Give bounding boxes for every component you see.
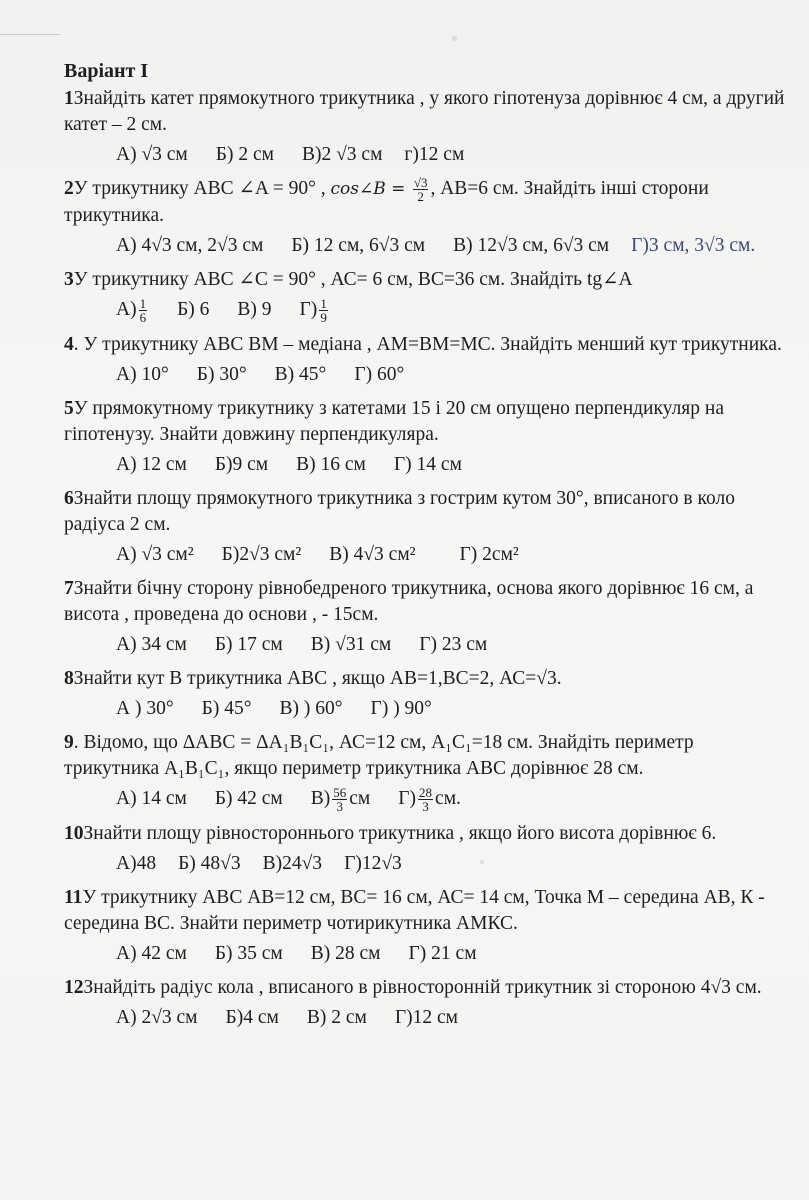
option-a: А) 4√3 см, 2√3 см (116, 235, 264, 257)
question-text: Знайдіть катет прямокутного трикутника , у якого гіпотенуза дорівнює 4 см, а другий катет – 2 см. (64, 88, 785, 135)
option-v: В) 12√3 см, 6√3 см (453, 235, 610, 257)
option-v: В) 9 (237, 299, 272, 321)
fraction-numerator: √3 (413, 175, 428, 191)
option-label: А) (116, 299, 137, 321)
answer-options (116, 542, 789, 568)
fraction (413, 176, 429, 203)
answer-options (116, 142, 789, 168)
option-a: А)48 (116, 853, 157, 875)
option-g: Г) 23 см (419, 634, 488, 656)
option-v: В) 28 см (310, 943, 381, 965)
option-v: В)2 √3 см (301, 144, 383, 165)
question-text: Знайти бічну сторону рівнобедреного трикутника, основа якого дорівнює 16 см, а висота , проведена до основи , - 15см. (64, 578, 754, 626)
question-number: 9 (64, 732, 74, 754)
answer-options (116, 297, 789, 324)
question-text: У прямокутному трикутнику з катетами 15 і 20 см опущено перпендикуляр на гіпотенузу. Знайти довжину перпендикуляра. (64, 398, 724, 446)
question-text-end: , АВ=6 см. Знайдіть інші сторони трикутника. (64, 178, 709, 227)
fraction (139, 297, 148, 324)
option-v: В) 4√3 см² (329, 544, 416, 566)
answer-options (116, 786, 789, 813)
question-number: 4 (64, 334, 74, 356)
fraction-denominator: 3 (422, 799, 429, 815)
scan-artifact-line (0, 34, 60, 35)
option-label: Г) (398, 788, 417, 810)
fraction (332, 786, 347, 813)
option-a: А) 14 см (116, 788, 187, 810)
option-b: Б) 2 см (215, 144, 274, 165)
option-b: Б) 35 см (214, 943, 283, 965)
fraction-denominator: 3 (336, 799, 344, 815)
answer-options (116, 941, 789, 967)
question-number: 2 (64, 178, 74, 199)
option-b: Б) 17 см (214, 634, 283, 656)
question-11 (64, 885, 789, 937)
option-b: Б) 42 см (214, 788, 283, 810)
question-number: 11 (64, 887, 83, 909)
question-text: . Відомо, що ΔABC = ΔA₁B₁C₁, АС=12 см, A₁C₁=18 см. Знайдіть периметр трикутника A₁B₁C₁, якщо периметр трикутника АВС дорівнює 28 см. (64, 732, 694, 780)
question-3 (64, 267, 789, 293)
option-g: Г) ) 90° (370, 698, 432, 720)
option-g: Г) 2см² (459, 544, 519, 566)
answer-options (116, 362, 789, 388)
fraction-numerator: 28 (419, 785, 433, 801)
option-g: Г) 21 см (408, 943, 477, 965)
fraction-denominator: 6 (139, 310, 147, 326)
question-text: . У трикутнику АВС ВМ – медіана , АМ=ВМ=МС. Знайдіть менший кут трикутника. (73, 334, 782, 356)
cos-expression: cos∠B = (330, 179, 411, 199)
option-g: Г) 60° (354, 364, 405, 386)
option-b: Б) 30° (196, 364, 247, 386)
fraction-numerator: 1 (320, 296, 327, 312)
option-b: Б) 45° (201, 698, 252, 720)
question-number: 7 (64, 578, 74, 600)
answer-options (116, 851, 789, 877)
option-b: Б) 6 (177, 299, 210, 321)
question-number: 8 (64, 668, 74, 690)
option-b: Б) 48√3 (178, 853, 241, 875)
option-g: Г)3 см, 3√3 см. (631, 235, 756, 257)
question-text: Знайдіть радіус кола , вписаного в рівносторонній трикутник зі стороною 4√3 см. (83, 977, 762, 999)
worksheet-content (64, 58, 789, 1039)
option-a (116, 297, 149, 324)
question-number: 5 (64, 398, 74, 420)
question-number: 3 (64, 269, 74, 291)
option-b: Б) 12 см, 6√3 см (291, 235, 426, 257)
option-v: В) 16 см (296, 454, 366, 476)
question-text: У трикутнику АВС АВ=12 см, ВС= 16 см, АС= 14 см, Точка М – середина АВ, К - середина ВС. Знайти периметр чотирикутника АМКС. (64, 887, 765, 935)
option-unit: см (349, 788, 371, 810)
option-label: Г) (299, 299, 318, 321)
fraction-numerator: 56 (333, 785, 347, 801)
option-a: А) 12 см (116, 454, 187, 476)
answer-options (116, 696, 789, 722)
question-10 (64, 821, 789, 847)
answer-options (116, 452, 789, 478)
option-a: А ) 30° (116, 698, 174, 720)
option-a: А) 2√3 см (116, 1007, 198, 1029)
option-a: А) 42 см (116, 943, 187, 965)
scan-dust-spot (452, 36, 457, 41)
option-g (398, 786, 461, 813)
option-g: Г) 14 см (393, 454, 462, 476)
fraction (319, 297, 328, 324)
question-text: У трикутнику АВС ∠A = 90° , (73, 178, 331, 199)
option-g (300, 297, 330, 324)
question-5 (64, 396, 789, 448)
option-a: А) √3 см² (116, 544, 194, 566)
option-a: А) 34 см (116, 634, 187, 656)
question-6 (64, 486, 789, 538)
option-unit: см. (435, 788, 461, 810)
answer-options (116, 1005, 789, 1031)
option-v: В) ) 60° (279, 698, 343, 720)
question-1 (64, 86, 789, 138)
option-v: В) 2 см (306, 1007, 367, 1029)
option-a: А) 10° (116, 364, 169, 386)
question-9 (64, 730, 789, 782)
fraction (418, 786, 433, 813)
fraction-numerator: 1 (139, 296, 147, 312)
question-text: Знайти кут В трикутника АВС , якщо АВ=1,ВС=2, АС=√3. (73, 668, 562, 690)
option-a: А) √3 см (116, 144, 188, 165)
question-text: У трикутнику АВС ∠C = 90° , АС= 6 см, ВС=36 см. Знайдіть tg∠A (73, 269, 633, 291)
variant-title: Варіант І (64, 60, 149, 82)
option-v: В) 45° (274, 364, 327, 386)
question-4 (64, 332, 789, 358)
option-b: Б)4 см (225, 1007, 279, 1029)
answer-options (116, 632, 789, 658)
question-7 (64, 576, 789, 628)
option-label: В) (310, 788, 331, 810)
question-12 (64, 975, 789, 1001)
question-2 (64, 176, 789, 229)
option-b: Б)9 см (214, 454, 269, 476)
option-g: Г)12√3 (344, 853, 402, 875)
fraction-denominator: 2 (417, 189, 424, 205)
answer-options (116, 233, 789, 259)
option-v (311, 786, 371, 813)
question-text: Знайти площу рівностороннього трикутника , якщо його висота дорівнює 6. (83, 823, 717, 845)
question-number: 10 (64, 823, 84, 845)
question-8 (64, 666, 789, 692)
option-v: В)24√3 (262, 853, 323, 875)
option-g: г)12 см (404, 144, 465, 165)
fraction-denominator: 9 (320, 310, 327, 326)
question-number: 12 (64, 977, 84, 999)
option-b: Б)2√3 см² (221, 544, 302, 566)
option-v: В) √31 см (310, 634, 392, 656)
option-g: Г)12 см (394, 1007, 458, 1029)
question-number: 1 (64, 88, 74, 109)
question-number: 6 (64, 488, 74, 510)
question-text: Знайти площу прямокутного трикутника з гострим кутом 30°, вписаного в коло радіуса 2 см. (64, 488, 735, 536)
